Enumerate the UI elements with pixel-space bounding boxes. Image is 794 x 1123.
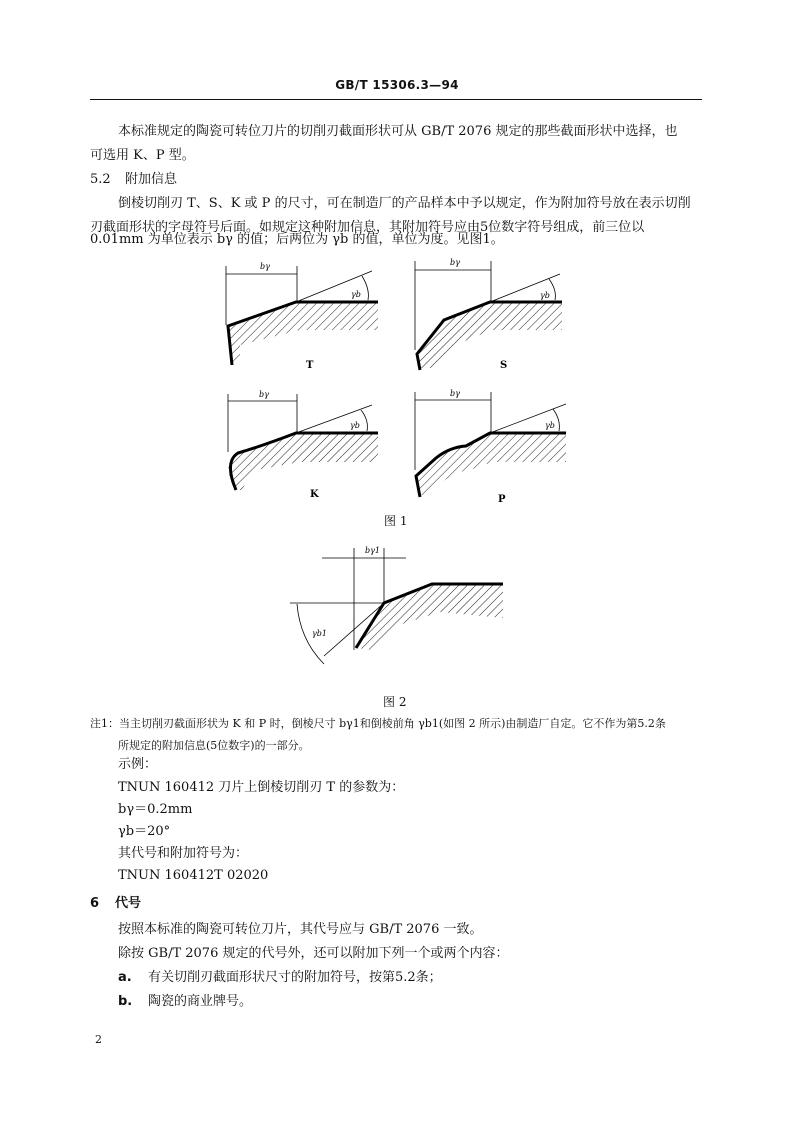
note-line-2: 所规定的附加信息(5位数字)的一部分。 [118,739,310,752]
page-header: GB/T 15306.3—94 [335,78,459,92]
figure1-panel-K [228,390,378,500]
panel-P-dim-label: bγ [450,389,460,398]
section-5-2-title: 附加信息 [125,172,178,187]
figure1-panel-S [415,258,562,371]
panel-K-label: K [310,489,319,500]
figure2-dim-label: bγ1 [365,546,380,555]
section-5-2-number: 5.2 [90,172,111,187]
item-a-marker: a. [118,970,132,985]
panel-K-dim-label: bγ [259,390,269,399]
item-b-text: 陶瓷的商业牌号。 [148,994,253,1009]
figure1-caption: 图 1 [384,514,408,528]
example-line-3: γb＝20° [118,824,171,839]
page-number: 2 [95,1033,102,1046]
item-a-text: 有关切削刃截面形状尺寸的附加符号，按第5.2条； [148,970,442,985]
example-line-5: TNUN 160412T 02020 [118,868,269,883]
section-5-2-para-line-2: 刃截面形状的字母符号后面。如规定这种附加信息，其附加符号应由5位数字符号组成，前三位以 [90,220,645,235]
figure1-panel-P [415,389,566,505]
item-b-marker: b. [118,994,133,1009]
example-line-4: 其代号和附加符号为： [118,846,249,861]
section-6-number: 6 [90,896,100,911]
panel-P-label: P [498,494,506,505]
panel-T-label: T [306,360,314,371]
panel-K-angle-label: γb [350,421,360,430]
panel-P-angle-label: γb [545,421,555,430]
figure1-panel-T [226,262,378,371]
panel-S-label: S [500,360,508,371]
intro-line-2: 可选用 K、P 型。 [90,148,195,163]
example-line-2: bγ＝0.2mm [118,802,193,817]
example-heading: 示例： [118,757,158,772]
section-6-title: 代号 [115,896,142,911]
section-5-2-para-line-1: 倒棱切削刃 T、S、K 或 P 的尺寸，可在制造厂的产品样本中予以规定，作为附加符号放在表示切削 [118,196,691,211]
section-6-line-1: 按照本标准的陶瓷可转位刀片，其代号应与 GB/T 2076 一致。 [118,922,483,937]
panel-S-dim-label: bγ [450,258,460,267]
section-5-2-para-line-3: 0.01mm 为单位表示 bγ 的值；后两位为 γb 的值，单位为度。见图1。 [90,232,504,247]
intro-line-1: 本标准规定的陶瓷可转位刀片的切削刃截面形状可从 GB/T 2076 规定的那些截面形状中选择，也 [118,124,678,139]
section-6-line-2: 除按 GB/T 2076 规定的代号外，还可以附加下列一个或两个内容： [118,946,509,961]
panel-T-dim-label: bγ [260,262,270,271]
note-line-1: 注1：当主切削刃截面形状为 K 和 P 时，倒棱尺寸 bγ1和倒棱前角 γb1(如图 2 所示)由制造厂自定。它不作为第5.2条 [90,717,666,730]
figure2-drawing [290,546,503,664]
panel-T-angle-label: γb [351,290,361,299]
example-line-1: TNUN 160412 刀片上倒棱切削刃 T 的参数为： [118,780,405,795]
panel-S-angle-label: γb [540,291,550,300]
figure2-caption: 图 2 [383,695,407,709]
figure2-angle-label: γb1 [312,629,327,638]
